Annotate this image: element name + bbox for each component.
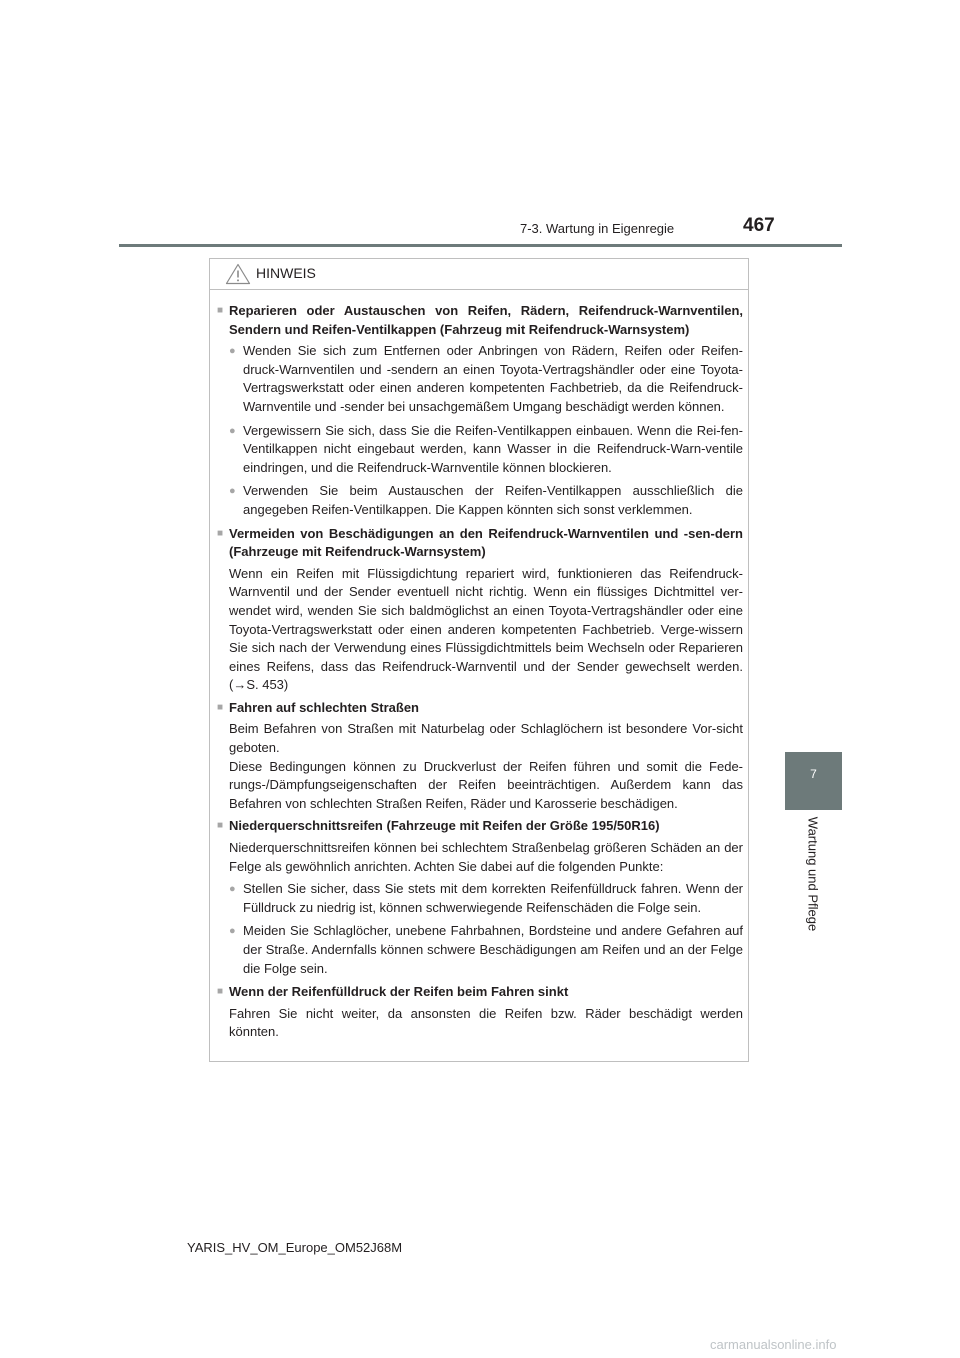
notice-body <box>217 299 743 1046</box>
watermark: carmanualsonline.info <box>710 1337 837 1352</box>
section-heading: ■ Wenn der Reifenfülldruck der Reifen beim Fahren sinkt <box>217 983 743 1002</box>
section-paragraph: Diese Bedingungen können zu Druckverlust der Reifen führen und somit die Fede-rungs-/Dämpfungseigenschaften der Reifen beeinträchtigen. Außerdem kann das Befahren von schlechten Straßen Reifen, Räder und Karosserie beschädigen. <box>229 758 743 811</box>
header-rule <box>119 244 842 247</box>
section-paragraph: Beim Befahren von Straßen mit Naturbelag oder Schlaglöchern ist besondere Vor-sicht geboten. <box>229 721 743 756</box>
section-heading: ■ Vermeiden von Beschädigungen an den Reifendruck-Warnventilen und -sen-dern (Fahrzeuge mit Reifendruck-Warnsystem) <box>217 525 743 562</box>
bullet-item: ● Stellen Sie sicher, dass Sie stets mit dem korrekten Reifenfülldruck fahren. Wenn der Fülldruck zu niedrig ist, können schwerwiegende Reifenschäden die Folge sein. <box>229 880 743 917</box>
section-heading: ■ Reparieren oder Austauschen von Reifen, Rädern, Reifendruck-Warnventilen, Sendern und Reifen-Ventilkappen (Fahrzeug mit Reifendruck-Warnsystem) <box>217 302 743 339</box>
circle-bullet-icon: ● <box>229 485 236 498</box>
square-bullet-icon: ■ <box>217 527 224 539</box>
bullet-item: ● Verwenden Sie beim Austauschen der Reifen-Ventilkappen ausschließlich die angegeben Reifen-Ventilkappen. Die Kappen könnten sich sonst verklemmen. <box>229 482 743 519</box>
chapter-title: Wartung und Pflege <box>805 816 821 932</box>
page-number: 467 <box>743 215 775 236</box>
chapter-tab <box>785 752 842 810</box>
section-paragraph: Wenn ein Reifen mit Flüssigdichtung repariert wird, funktionieren das Reifendruck-Warnventil und der Sender eventuell nicht richtig. Wenn ein flüssiges Dichtmittel ver-wendet wird, wenden Sie sich baldmöglichst an einen Toyota-Vertragshändler oder eine Toyota-Vertragswerkstatt oder einen anderen kompetenten Fachbetrieb. Verge-wissern Sie sich nach der Verwendung eines Flüssigdichtmittels beim Wechseln oder Reparieren eines Reifens, dass das Reifendruck-Warnventil und der Sender gewechselt werden. (→S. 453) <box>229 565 743 693</box>
section-paragraph: Fahren Sie nicht weiter, da ansonsten die Reifen bzw. Räder beschädigt werden könnten. <box>229 1005 743 1040</box>
warning-triangle-icon <box>225 263 251 285</box>
circle-bullet-icon: ● <box>229 424 236 437</box>
circle-bullet-icon: ● <box>229 883 236 896</box>
circle-bullet-icon: ● <box>229 345 236 358</box>
notice-header <box>210 259 748 290</box>
circle-bullet-icon: ● <box>229 925 236 938</box>
section-heading: ■ Niederquerschnittsreifen (Fahrzeuge mit Reifen der Größe 195/50R16) <box>217 817 743 836</box>
notice-box <box>209 258 749 1062</box>
square-bullet-icon: ■ <box>217 986 224 998</box>
square-bullet-icon: ■ <box>217 305 224 316</box>
square-bullet-icon: ■ <box>217 820 224 832</box>
section-heading: ■ Fahren auf schlechten Straßen <box>217 699 743 718</box>
section-paragraph: Niederquerschnittsreifen können bei schlechtem Straßenbelag größeren Schäden an der Felge als gewöhnlich anrichten. Achten Sie dabei auf die folgenden Punkte: <box>229 840 743 874</box>
notice-title: HINWEIS <box>256 265 316 281</box>
bullet-item: ● Vergewissern Sie sich, dass Sie die Reifen-Ventilkappen einbauen. Wenn die Rei-fen-Ventilkappen nicht eingebaut werden, kann Wasser in die Reifendruck-Warn-ventile eindringen, und die Reifendruck-Warnventile können blockieren. <box>229 422 743 478</box>
bullet-item: ● Wenden Sie sich zum Entfernen oder Anbringen von Rädern, Reifen oder Reifen-druck-Warnventilen und -sendern an einen Toyota-Vertragshändler oder eine Toyota-Vertragswerkstatt oder einen anderen kompetenten Fachbetrieb, da die Reifendruck-Warnventile und -sender bei unsachgemäßem Umgang beschädigt werden können. <box>229 342 743 416</box>
chapter-number: 7 <box>810 767 817 781</box>
bullet-item: ● Meiden Sie Schlaglöcher, unebene Fahrbahnen, Bordsteine und andere Gefahren auf der Straße. Andernfalls können schwere Beschädigungen am Reifen und an der Felge die Folge sein. <box>229 922 743 978</box>
document-code: YARIS_HV_OM_Europe_OM52J68M <box>187 1240 403 1255</box>
square-bullet-icon: ■ <box>217 701 224 713</box>
section-title: 7-3. Wartung in Eigenregie <box>520 221 675 236</box>
